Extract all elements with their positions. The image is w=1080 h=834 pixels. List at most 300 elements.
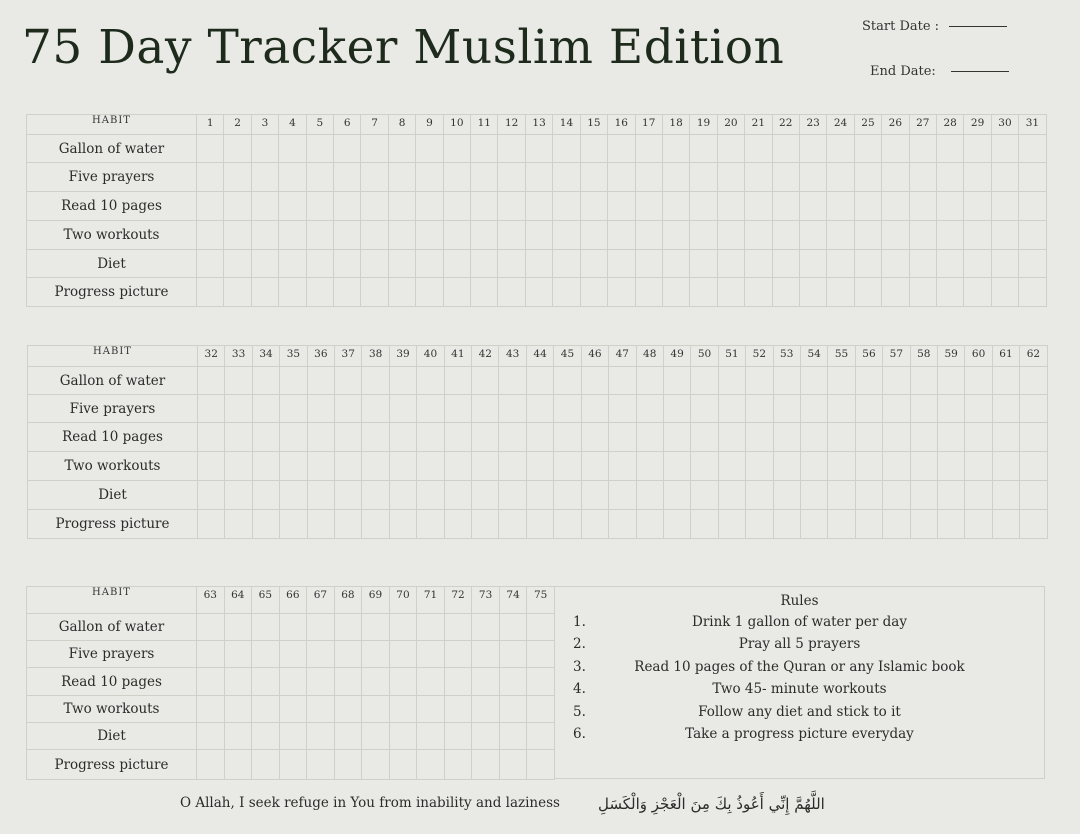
checkbox-cell[interactable] bbox=[444, 367, 471, 395]
checkbox-cell[interactable] bbox=[472, 750, 500, 780]
checkbox-cell[interactable] bbox=[472, 641, 500, 668]
checkbox-cell[interactable] bbox=[662, 221, 689, 250]
checkbox-cell[interactable] bbox=[773, 481, 800, 510]
checkbox-cell[interactable] bbox=[854, 221, 881, 250]
checkbox-cell[interactable] bbox=[828, 452, 855, 481]
checkbox-cell[interactable] bbox=[553, 163, 580, 192]
checkbox-cell[interactable] bbox=[361, 278, 388, 307]
checkbox-cell[interactable] bbox=[991, 192, 1018, 221]
checkbox-cell[interactable] bbox=[444, 696, 472, 723]
checkbox-cell[interactable] bbox=[251, 163, 278, 192]
checkbox-cell[interactable] bbox=[527, 668, 555, 696]
checkbox-cell[interactable] bbox=[883, 452, 910, 481]
checkbox-cell[interactable] bbox=[306, 221, 333, 250]
checkbox-cell[interactable] bbox=[417, 395, 444, 423]
checkbox-cell[interactable] bbox=[937, 367, 964, 395]
checkbox-cell[interactable] bbox=[910, 510, 937, 539]
checkbox-cell[interactable] bbox=[965, 510, 992, 539]
checkbox-cell[interactable] bbox=[717, 278, 744, 307]
checkbox-cell[interactable] bbox=[909, 163, 936, 192]
checkbox-cell[interactable] bbox=[362, 395, 389, 423]
start-date-blank[interactable] bbox=[949, 26, 1007, 27]
checkbox-cell[interactable] bbox=[335, 367, 362, 395]
checkbox-cell[interactable] bbox=[717, 192, 744, 221]
checkbox-cell[interactable] bbox=[910, 395, 937, 423]
checkbox-cell[interactable] bbox=[717, 250, 744, 278]
checkbox-cell[interactable] bbox=[389, 641, 417, 668]
checkbox-cell[interactable] bbox=[307, 668, 335, 696]
checkbox-cell[interactable] bbox=[335, 481, 362, 510]
checkbox-cell[interactable] bbox=[746, 395, 773, 423]
checkbox-cell[interactable] bbox=[635, 192, 662, 221]
checkbox-cell[interactable] bbox=[799, 135, 826, 163]
checkbox-cell[interactable] bbox=[964, 192, 991, 221]
checkbox-cell[interactable] bbox=[471, 135, 498, 163]
checkbox-cell[interactable] bbox=[443, 250, 470, 278]
checkbox-cell[interactable] bbox=[280, 481, 307, 510]
checkbox-cell[interactable] bbox=[527, 696, 555, 723]
checkbox-cell[interactable] bbox=[991, 250, 1018, 278]
checkbox-cell[interactable] bbox=[773, 367, 800, 395]
checkbox-cell[interactable] bbox=[362, 423, 389, 452]
checkbox-cell[interactable] bbox=[690, 250, 717, 278]
checkbox-cell[interactable] bbox=[224, 614, 252, 641]
checkbox-cell[interactable] bbox=[389, 668, 417, 696]
checkbox-cell[interactable] bbox=[472, 481, 499, 510]
checkbox-cell[interactable] bbox=[580, 163, 607, 192]
checkbox-cell[interactable] bbox=[799, 250, 826, 278]
checkbox-cell[interactable] bbox=[964, 135, 991, 163]
checkbox-cell[interactable] bbox=[361, 250, 388, 278]
checkbox-cell[interactable] bbox=[855, 481, 882, 510]
checkbox-cell[interactable] bbox=[609, 481, 636, 510]
checkbox-cell[interactable] bbox=[1019, 163, 1046, 192]
checkbox-cell[interactable] bbox=[800, 395, 827, 423]
checkbox-cell[interactable] bbox=[965, 367, 992, 395]
end-date-blank[interactable] bbox=[951, 71, 1009, 72]
checkbox-cell[interactable] bbox=[471, 221, 498, 250]
checkbox-cell[interactable] bbox=[1020, 452, 1047, 481]
checkbox-cell[interactable] bbox=[527, 614, 555, 641]
checkbox-cell[interactable] bbox=[307, 750, 335, 780]
checkbox-cell[interactable] bbox=[718, 423, 745, 452]
checkbox-cell[interactable] bbox=[854, 278, 881, 307]
checkbox-cell[interactable] bbox=[526, 395, 553, 423]
checkbox-cell[interactable] bbox=[882, 250, 909, 278]
checkbox-cell[interactable] bbox=[280, 452, 307, 481]
checkbox-cell[interactable] bbox=[361, 163, 388, 192]
checkbox-cell[interactable] bbox=[663, 452, 690, 481]
checkbox-cell[interactable] bbox=[965, 423, 992, 452]
checkbox-cell[interactable] bbox=[499, 452, 526, 481]
checkbox-cell[interactable] bbox=[992, 367, 1019, 395]
checkbox-cell[interactable] bbox=[746, 367, 773, 395]
checkbox-cell[interactable] bbox=[444, 510, 471, 539]
checkbox-cell[interactable] bbox=[992, 423, 1019, 452]
checkbox-cell[interactable] bbox=[198, 510, 225, 539]
checkbox-cell[interactable] bbox=[855, 367, 882, 395]
checkbox-cell[interactable] bbox=[1020, 510, 1047, 539]
checkbox-cell[interactable] bbox=[279, 641, 307, 668]
checkbox-cell[interactable] bbox=[909, 135, 936, 163]
checkbox-cell[interactable] bbox=[334, 641, 362, 668]
checkbox-cell[interactable] bbox=[746, 452, 773, 481]
checkbox-cell[interactable] bbox=[581, 367, 608, 395]
checkbox-cell[interactable] bbox=[499, 367, 526, 395]
checkbox-cell[interactable] bbox=[991, 135, 1018, 163]
checkbox-cell[interactable] bbox=[197, 641, 225, 668]
checkbox-cell[interactable] bbox=[772, 250, 799, 278]
checkbox-cell[interactable] bbox=[472, 452, 499, 481]
checkbox-cell[interactable] bbox=[388, 250, 415, 278]
checkbox-cell[interactable] bbox=[389, 510, 416, 539]
checkbox-cell[interactable] bbox=[334, 696, 362, 723]
checkbox-cell[interactable] bbox=[800, 367, 827, 395]
checkbox-cell[interactable] bbox=[525, 192, 552, 221]
checkbox-cell[interactable] bbox=[526, 481, 553, 510]
checkbox-cell[interactable] bbox=[773, 423, 800, 452]
checkbox-cell[interactable] bbox=[882, 163, 909, 192]
checkbox-cell[interactable] bbox=[827, 221, 854, 250]
checkbox-cell[interactable] bbox=[609, 510, 636, 539]
checkbox-cell[interactable] bbox=[772, 192, 799, 221]
checkbox-cell[interactable] bbox=[197, 668, 225, 696]
checkbox-cell[interactable] bbox=[910, 481, 937, 510]
checkbox-cell[interactable] bbox=[498, 135, 525, 163]
checkbox-cell[interactable] bbox=[472, 510, 499, 539]
checkbox-cell[interactable] bbox=[307, 423, 334, 452]
checkbox-cell[interactable] bbox=[389, 423, 416, 452]
checkbox-cell[interactable] bbox=[1020, 367, 1047, 395]
checkbox-cell[interactable] bbox=[936, 278, 963, 307]
checkbox-cell[interactable] bbox=[854, 135, 881, 163]
checkbox-cell[interactable] bbox=[828, 510, 855, 539]
checkbox-cell[interactable] bbox=[197, 723, 225, 750]
checkbox-cell[interactable] bbox=[251, 221, 278, 250]
checkbox-cell[interactable] bbox=[252, 452, 279, 481]
checkbox-cell[interactable] bbox=[443, 221, 470, 250]
checkbox-cell[interactable] bbox=[416, 135, 443, 163]
checkbox-cell[interactable] bbox=[991, 278, 1018, 307]
checkbox-cell[interactable] bbox=[1019, 192, 1046, 221]
checkbox-cell[interactable] bbox=[362, 641, 390, 668]
checkbox-cell[interactable] bbox=[965, 395, 992, 423]
checkbox-cell[interactable] bbox=[334, 614, 362, 641]
checkbox-cell[interactable] bbox=[225, 367, 252, 395]
checkbox-cell[interactable] bbox=[691, 395, 718, 423]
checkbox-cell[interactable] bbox=[224, 135, 251, 163]
checkbox-cell[interactable] bbox=[1020, 423, 1047, 452]
checkbox-cell[interactable] bbox=[553, 221, 580, 250]
checkbox-cell[interactable] bbox=[334, 278, 361, 307]
checkbox-cell[interactable] bbox=[417, 696, 445, 723]
checkbox-cell[interactable] bbox=[745, 278, 772, 307]
checkbox-cell[interactable] bbox=[389, 367, 416, 395]
checkbox-cell[interactable] bbox=[197, 163, 224, 192]
checkbox-cell[interactable] bbox=[580, 221, 607, 250]
checkbox-cell[interactable] bbox=[499, 395, 526, 423]
checkbox-cell[interactable] bbox=[224, 696, 252, 723]
checkbox-cell[interactable] bbox=[527, 750, 555, 780]
checkbox-cell[interactable] bbox=[198, 395, 225, 423]
checkbox-cell[interactable] bbox=[444, 423, 471, 452]
checkbox-cell[interactable] bbox=[388, 163, 415, 192]
checkbox-cell[interactable] bbox=[443, 163, 470, 192]
checkbox-cell[interactable] bbox=[279, 723, 307, 750]
checkbox-cell[interactable] bbox=[334, 250, 361, 278]
checkbox-cell[interactable] bbox=[251, 192, 278, 221]
checkbox-cell[interactable] bbox=[745, 192, 772, 221]
checkbox-cell[interactable] bbox=[910, 423, 937, 452]
checkbox-cell[interactable] bbox=[964, 163, 991, 192]
checkbox-cell[interactable] bbox=[827, 192, 854, 221]
checkbox-cell[interactable] bbox=[334, 192, 361, 221]
checkbox-cell[interactable] bbox=[279, 750, 307, 780]
checkbox-cell[interactable] bbox=[224, 750, 252, 780]
checkbox-cell[interactable] bbox=[279, 135, 306, 163]
checkbox-cell[interactable] bbox=[416, 221, 443, 250]
checkbox-cell[interactable] bbox=[828, 395, 855, 423]
checkbox-cell[interactable] bbox=[471, 278, 498, 307]
checkbox-cell[interactable] bbox=[252, 750, 280, 780]
checkbox-cell[interactable] bbox=[472, 367, 499, 395]
checkbox-cell[interactable] bbox=[525, 163, 552, 192]
checkbox-cell[interactable] bbox=[635, 135, 662, 163]
checkbox-cell[interactable] bbox=[498, 192, 525, 221]
checkbox-cell[interactable] bbox=[361, 192, 388, 221]
checkbox-cell[interactable] bbox=[636, 481, 663, 510]
checkbox-cell[interactable] bbox=[608, 163, 635, 192]
checkbox-cell[interactable] bbox=[937, 510, 964, 539]
checkbox-cell[interactable] bbox=[499, 641, 527, 668]
checkbox-cell[interactable] bbox=[197, 278, 224, 307]
checkbox-cell[interactable] bbox=[224, 278, 251, 307]
checkbox-cell[interactable] bbox=[225, 510, 252, 539]
checkbox-cell[interactable] bbox=[417, 452, 444, 481]
checkbox-cell[interactable] bbox=[937, 423, 964, 452]
checkbox-cell[interactable] bbox=[527, 723, 555, 750]
checkbox-cell[interactable] bbox=[828, 423, 855, 452]
checkbox-cell[interactable] bbox=[444, 641, 472, 668]
checkbox-cell[interactable] bbox=[827, 163, 854, 192]
checkbox-cell[interactable] bbox=[636, 367, 663, 395]
checkbox-cell[interactable] bbox=[854, 250, 881, 278]
checkbox-cell[interactable] bbox=[608, 221, 635, 250]
checkbox-cell[interactable] bbox=[280, 423, 307, 452]
checkbox-cell[interactable] bbox=[772, 278, 799, 307]
checkbox-cell[interactable] bbox=[252, 614, 280, 641]
checkbox-cell[interactable] bbox=[746, 481, 773, 510]
checkbox-cell[interactable] bbox=[910, 367, 937, 395]
checkbox-cell[interactable] bbox=[991, 221, 1018, 250]
checkbox-cell[interactable] bbox=[334, 135, 361, 163]
checkbox-cell[interactable] bbox=[417, 750, 445, 780]
checkbox-cell[interactable] bbox=[827, 135, 854, 163]
checkbox-cell[interactable] bbox=[937, 395, 964, 423]
checkbox-cell[interactable] bbox=[883, 510, 910, 539]
checkbox-cell[interactable] bbox=[717, 135, 744, 163]
checkbox-cell[interactable] bbox=[198, 423, 225, 452]
end-date-field[interactable] bbox=[870, 64, 1009, 79]
checkbox-cell[interactable] bbox=[663, 367, 690, 395]
checkbox-cell[interactable] bbox=[498, 163, 525, 192]
checkbox-cell[interactable] bbox=[992, 510, 1019, 539]
checkbox-cell[interactable] bbox=[417, 668, 445, 696]
checkbox-cell[interactable] bbox=[691, 367, 718, 395]
checkbox-cell[interactable] bbox=[443, 278, 470, 307]
checkbox-cell[interactable] bbox=[772, 221, 799, 250]
checkbox-cell[interactable] bbox=[307, 641, 335, 668]
checkbox-cell[interactable] bbox=[636, 423, 663, 452]
checkbox-cell[interactable] bbox=[772, 163, 799, 192]
checkbox-cell[interactable] bbox=[690, 163, 717, 192]
checkbox-cell[interactable] bbox=[553, 250, 580, 278]
checkbox-cell[interactable] bbox=[225, 395, 252, 423]
checkbox-cell[interactable] bbox=[471, 163, 498, 192]
checkbox-cell[interactable] bbox=[252, 668, 280, 696]
checkbox-cell[interactable] bbox=[252, 367, 279, 395]
checkbox-cell[interactable] bbox=[306, 250, 333, 278]
checkbox-cell[interactable] bbox=[499, 614, 527, 641]
checkbox-cell[interactable] bbox=[306, 278, 333, 307]
checkbox-cell[interactable] bbox=[417, 723, 445, 750]
checkbox-cell[interactable] bbox=[718, 481, 745, 510]
checkbox-cell[interactable] bbox=[525, 221, 552, 250]
start-date-field[interactable] bbox=[862, 19, 1007, 34]
checkbox-cell[interactable] bbox=[553, 135, 580, 163]
checkbox-cell[interactable] bbox=[417, 510, 444, 539]
checkbox-cell[interactable] bbox=[773, 510, 800, 539]
checkbox-cell[interactable] bbox=[964, 221, 991, 250]
checkbox-cell[interactable] bbox=[306, 192, 333, 221]
checkbox-cell[interactable] bbox=[581, 481, 608, 510]
checkbox-cell[interactable] bbox=[525, 278, 552, 307]
checkbox-cell[interactable] bbox=[251, 278, 278, 307]
checkbox-cell[interactable] bbox=[443, 192, 470, 221]
checkbox-cell[interactable] bbox=[609, 423, 636, 452]
checkbox-cell[interactable] bbox=[224, 192, 251, 221]
checkbox-cell[interactable] bbox=[828, 367, 855, 395]
checkbox-cell[interactable] bbox=[525, 135, 552, 163]
checkbox-cell[interactable] bbox=[1020, 395, 1047, 423]
checkbox-cell[interactable] bbox=[800, 423, 827, 452]
checkbox-cell[interactable] bbox=[635, 163, 662, 192]
checkbox-cell[interactable] bbox=[882, 135, 909, 163]
checkbox-cell[interactable] bbox=[224, 221, 251, 250]
checkbox-cell[interactable] bbox=[609, 395, 636, 423]
checkbox-cell[interactable] bbox=[1019, 250, 1046, 278]
checkbox-cell[interactable] bbox=[417, 423, 444, 452]
checkbox-cell[interactable] bbox=[444, 750, 472, 780]
checkbox-cell[interactable] bbox=[828, 481, 855, 510]
checkbox-cell[interactable] bbox=[307, 723, 335, 750]
checkbox-cell[interactable] bbox=[335, 452, 362, 481]
checkbox-cell[interactable] bbox=[224, 163, 251, 192]
checkbox-cell[interactable] bbox=[499, 481, 526, 510]
checkbox-cell[interactable] bbox=[554, 452, 581, 481]
checkbox-cell[interactable] bbox=[224, 641, 252, 668]
checkbox-cell[interactable] bbox=[197, 750, 225, 780]
checkbox-cell[interactable] bbox=[883, 423, 910, 452]
checkbox-cell[interactable] bbox=[498, 221, 525, 250]
checkbox-cell[interactable] bbox=[936, 192, 963, 221]
checkbox-cell[interactable] bbox=[362, 614, 390, 641]
checkbox-cell[interactable] bbox=[937, 481, 964, 510]
checkbox-cell[interactable] bbox=[1019, 278, 1046, 307]
checkbox-cell[interactable] bbox=[198, 481, 225, 510]
checkbox-cell[interactable] bbox=[662, 192, 689, 221]
checkbox-cell[interactable] bbox=[499, 723, 527, 750]
checkbox-cell[interactable] bbox=[581, 510, 608, 539]
checkbox-cell[interactable] bbox=[772, 135, 799, 163]
checkbox-cell[interactable] bbox=[389, 723, 417, 750]
checkbox-cell[interactable] bbox=[909, 250, 936, 278]
checkbox-cell[interactable] bbox=[717, 163, 744, 192]
checkbox-cell[interactable] bbox=[388, 135, 415, 163]
checkbox-cell[interactable] bbox=[662, 278, 689, 307]
checkbox-cell[interactable] bbox=[1019, 221, 1046, 250]
checkbox-cell[interactable] bbox=[444, 395, 471, 423]
checkbox-cell[interactable] bbox=[362, 367, 389, 395]
checkbox-cell[interactable] bbox=[691, 452, 718, 481]
checkbox-cell[interactable] bbox=[581, 452, 608, 481]
checkbox-cell[interactable] bbox=[663, 510, 690, 539]
checkbox-cell[interactable] bbox=[882, 192, 909, 221]
checkbox-cell[interactable] bbox=[334, 221, 361, 250]
checkbox-cell[interactable] bbox=[635, 250, 662, 278]
checkbox-cell[interactable] bbox=[472, 696, 500, 723]
checkbox-cell[interactable] bbox=[252, 395, 279, 423]
checkbox-cell[interactable] bbox=[608, 135, 635, 163]
checkbox-cell[interactable] bbox=[279, 192, 306, 221]
checkbox-cell[interactable] bbox=[389, 696, 417, 723]
checkbox-cell[interactable] bbox=[773, 452, 800, 481]
checkbox-cell[interactable] bbox=[306, 163, 333, 192]
checkbox-cell[interactable] bbox=[827, 278, 854, 307]
checkbox-cell[interactable] bbox=[472, 423, 499, 452]
checkbox-cell[interactable] bbox=[197, 221, 224, 250]
checkbox-cell[interactable] bbox=[635, 221, 662, 250]
checkbox-cell[interactable] bbox=[663, 395, 690, 423]
checkbox-cell[interactable] bbox=[499, 423, 526, 452]
checkbox-cell[interactable] bbox=[964, 250, 991, 278]
checkbox-cell[interactable] bbox=[307, 481, 334, 510]
checkbox-cell[interactable] bbox=[580, 135, 607, 163]
checkbox-cell[interactable] bbox=[909, 221, 936, 250]
checkbox-cell[interactable] bbox=[307, 367, 334, 395]
checkbox-cell[interactable] bbox=[773, 395, 800, 423]
checkbox-cell[interactable] bbox=[800, 452, 827, 481]
checkbox-cell[interactable] bbox=[471, 250, 498, 278]
checkbox-cell[interactable] bbox=[361, 135, 388, 163]
checkbox-cell[interactable] bbox=[279, 696, 307, 723]
checkbox-cell[interactable] bbox=[608, 192, 635, 221]
checkbox-cell[interactable] bbox=[964, 278, 991, 307]
checkbox-cell[interactable] bbox=[224, 668, 252, 696]
checkbox-cell[interactable] bbox=[389, 452, 416, 481]
checkbox-cell[interactable] bbox=[554, 481, 581, 510]
checkbox-cell[interactable] bbox=[334, 668, 362, 696]
checkbox-cell[interactable] bbox=[279, 668, 307, 696]
checkbox-cell[interactable] bbox=[992, 452, 1019, 481]
checkbox-cell[interactable] bbox=[554, 395, 581, 423]
checkbox-cell[interactable] bbox=[636, 395, 663, 423]
checkbox-cell[interactable] bbox=[224, 250, 251, 278]
checkbox-cell[interactable] bbox=[745, 135, 772, 163]
checkbox-cell[interactable] bbox=[662, 135, 689, 163]
checkbox-cell[interactable] bbox=[388, 192, 415, 221]
checkbox-cell[interactable] bbox=[498, 250, 525, 278]
